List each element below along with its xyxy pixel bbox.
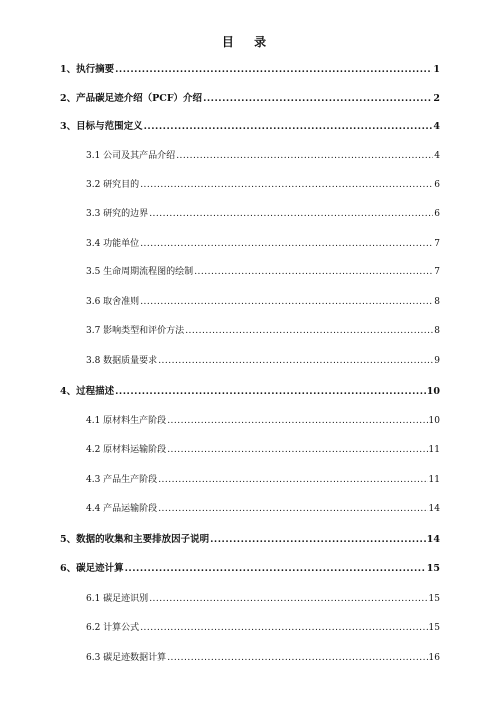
toc-entry-page: 14 bbox=[428, 504, 440, 514]
toc-subentry[interactable] bbox=[86, 264, 440, 277]
toc-entry-page: 10 bbox=[426, 386, 440, 397]
toc-entry-label: 2、产品碳足迹介绍（PCF）介绍 bbox=[60, 93, 203, 104]
toc-subentry[interactable] bbox=[86, 620, 440, 633]
toc-entry-label: 1、执行摘要 bbox=[60, 64, 115, 75]
toc-subentry[interactable] bbox=[86, 177, 440, 190]
toc-entry-label: 6、碳足迹计算 bbox=[60, 563, 124, 574]
toc-entry-page: 6 bbox=[434, 209, 440, 219]
dot-leader bbox=[140, 180, 433, 190]
toc-entry-page: 8 bbox=[434, 297, 440, 307]
toc-subentry[interactable] bbox=[86, 442, 440, 455]
toc-subentry[interactable] bbox=[86, 413, 440, 426]
dot-leader bbox=[194, 267, 433, 277]
toc-entry-label: 3、目标与范围定义 bbox=[60, 121, 143, 132]
dot-leader bbox=[140, 623, 427, 633]
toc-entry-label: 3.5 生命周期流程图的绘制 bbox=[86, 267, 194, 277]
dot-leader bbox=[140, 297, 433, 307]
toc-entry-label: 3.1 公司及其产品介绍 bbox=[86, 151, 176, 161]
toc-subentry[interactable] bbox=[86, 236, 440, 249]
dot-leader bbox=[158, 504, 427, 514]
toc-entry-page: 8 bbox=[434, 326, 440, 336]
toc-entry-label: 4、过程描述 bbox=[60, 386, 115, 397]
toc-title: 目 录 bbox=[221, 35, 275, 49]
toc-entry-label: 4.1 原材料生产阶段 bbox=[86, 416, 167, 426]
toc-entry-label: 6.2 计算公式 bbox=[86, 623, 140, 633]
toc-entry-label: 4.3 产品生产阶段 bbox=[86, 475, 158, 485]
dot-leader bbox=[167, 445, 427, 455]
toc-subentry[interactable] bbox=[86, 472, 440, 485]
dot-leader bbox=[115, 64, 432, 75]
toc-entry-label: 3.2 研究目的 bbox=[86, 180, 140, 190]
toc-entry-label: 4.4 产品运输阶段 bbox=[86, 504, 158, 514]
toc-entry[interactable] bbox=[60, 90, 440, 104]
dot-leader bbox=[158, 356, 433, 366]
toc-entry-page: 7 bbox=[434, 267, 440, 277]
toc-entry-label: 3.3 研究的边界 bbox=[86, 209, 149, 219]
dot-leader bbox=[140, 239, 433, 249]
toc-entry[interactable] bbox=[60, 531, 440, 545]
toc-entry-label: 5、数据的收集和主要排放因子说明 bbox=[60, 534, 210, 545]
toc-entry-label: 6.1 碳足迹识别 bbox=[86, 594, 149, 604]
toc-entry-label: 4.2 原材料运输阶段 bbox=[86, 445, 167, 455]
toc-subentry[interactable] bbox=[86, 294, 440, 307]
toc-subentry[interactable] bbox=[86, 501, 440, 514]
toc-entry-page: 10 bbox=[428, 416, 440, 426]
toc-entry[interactable] bbox=[60, 118, 440, 132]
toc-entry-label: 3.6 取舍准则 bbox=[86, 297, 140, 307]
toc-entry-page: 15 bbox=[428, 594, 440, 604]
toc-entry-page: 15 bbox=[426, 563, 440, 574]
dot-leader bbox=[176, 151, 433, 161]
dot-leader bbox=[203, 93, 432, 104]
dot-leader bbox=[115, 386, 426, 397]
toc-entry-page: 4 bbox=[433, 121, 440, 132]
toc-entry-label: 3.7 影响类型和评价方法 bbox=[86, 326, 185, 336]
toc-entry-page: 14 bbox=[426, 534, 440, 545]
toc-entry-page: 1 bbox=[433, 64, 440, 75]
toc-entry[interactable] bbox=[60, 383, 440, 397]
dot-leader bbox=[167, 416, 427, 426]
toc-entry-label: 6.3 碳足迹数据计算 bbox=[86, 653, 167, 663]
toc-subentry[interactable] bbox=[86, 323, 440, 336]
dot-leader bbox=[149, 209, 433, 219]
toc-subentry[interactable] bbox=[86, 206, 440, 219]
dot-leader bbox=[167, 653, 427, 663]
dot-leader bbox=[185, 326, 433, 336]
toc-entry-label: 3.4 功能单位 bbox=[86, 239, 140, 249]
toc-subentry[interactable] bbox=[86, 353, 440, 366]
toc-entry-page: 6 bbox=[434, 180, 440, 190]
toc-entry-page: 2 bbox=[433, 93, 440, 104]
toc-entry-page: 7 bbox=[434, 239, 440, 249]
toc-entry[interactable] bbox=[60, 61, 440, 75]
toc-entry-page: 11 bbox=[428, 445, 440, 455]
toc-entry-label: 3.8 数据质量要求 bbox=[86, 356, 158, 366]
dot-leader bbox=[149, 594, 427, 604]
toc-entry-page: 16 bbox=[428, 653, 440, 663]
toc-entry-page: 4 bbox=[434, 151, 440, 161]
toc-subentry[interactable] bbox=[86, 148, 440, 161]
toc-entry-page: 9 bbox=[434, 356, 440, 366]
toc-subentry[interactable] bbox=[86, 591, 440, 604]
dot-leader bbox=[125, 563, 426, 574]
dot-leader bbox=[158, 475, 427, 485]
dot-leader bbox=[210, 534, 426, 545]
toc-entry[interactable] bbox=[60, 560, 440, 574]
toc-entry-page: 15 bbox=[428, 623, 440, 633]
dot-leader bbox=[144, 121, 433, 132]
toc-entry-page: 11 bbox=[428, 475, 440, 485]
toc-subentry[interactable] bbox=[86, 650, 440, 663]
